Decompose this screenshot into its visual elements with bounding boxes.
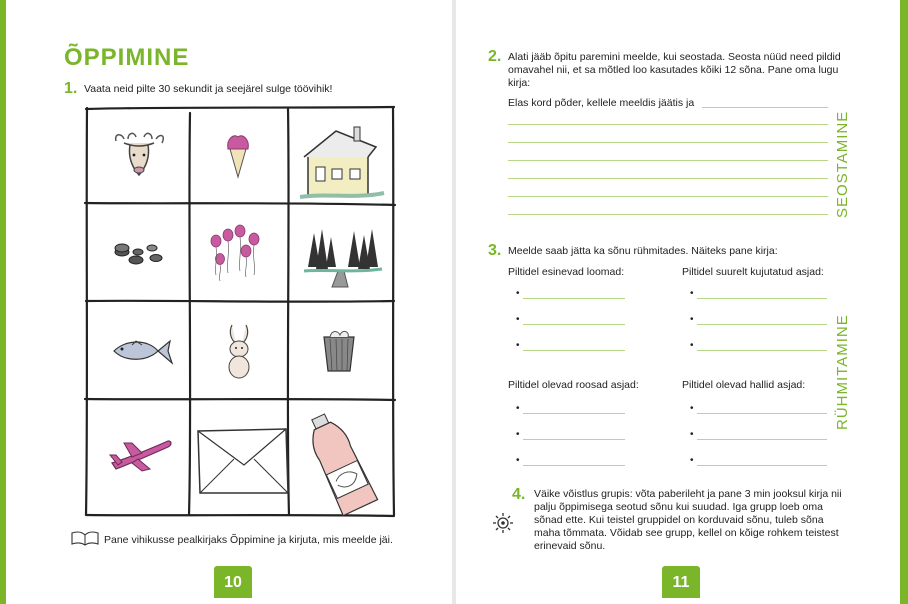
task-4-text-3: sõnad ette. Kui teistel gruppidel on korduvaid sõnu, tuleb sõna xyxy=(534,514,824,526)
task-4-number: 4. xyxy=(512,486,526,503)
task-3-number: 3. xyxy=(488,242,502,259)
bullet: • xyxy=(690,429,694,440)
story-line-6[interactable] xyxy=(508,214,828,215)
task-2-text-1: Alati jääb õpitu paremini meelde, kui seostada. Seosta nüüd need pildid xyxy=(508,51,841,63)
forest-icon xyxy=(304,229,382,287)
page-number-right: 11 xyxy=(662,566,700,598)
bullet: • xyxy=(516,288,520,299)
story-line-0[interactable] xyxy=(702,107,828,108)
bullet: • xyxy=(690,403,694,414)
group-gray-label: Piltidel olevad hallid asjad: xyxy=(682,379,806,391)
story-line-5[interactable] xyxy=(508,196,828,197)
task-2-text-2: omavahel nii, et sa mõtled loo kasutades kõiki 12 sõna. Pane oma lugu xyxy=(508,64,839,76)
group-large-things-label: Piltidel suurelt kujutatud asjad: xyxy=(682,266,824,278)
group-animals-label: Piltidel esinevad loomad: xyxy=(508,266,625,278)
bullet: • xyxy=(516,429,520,440)
answer-line[interactable] xyxy=(523,298,625,299)
answer-line[interactable] xyxy=(697,324,827,325)
task-2-number: 2. xyxy=(488,48,502,65)
coins-icon xyxy=(115,244,162,264)
page-number-left: 10 xyxy=(214,566,252,598)
house-icon xyxy=(300,127,384,197)
bullet: • xyxy=(516,455,520,466)
page-title: ÕPPIMINE xyxy=(64,44,190,71)
bullet: • xyxy=(690,288,694,299)
task-4-text-4: maha tõmmata. Võidab see grupp, kellel on kõige rohkem teistest xyxy=(534,527,839,539)
answer-line[interactable] xyxy=(697,439,827,440)
answer-line[interactable] xyxy=(523,350,625,351)
bunny-icon xyxy=(229,325,249,378)
answer-line[interactable] xyxy=(523,439,625,440)
bullet: • xyxy=(690,455,694,466)
bullet: • xyxy=(690,340,694,351)
answer-line[interactable] xyxy=(697,298,827,299)
side-label-ruhmitamine: RÜHMITAMINE xyxy=(834,314,851,430)
answer-line[interactable] xyxy=(697,413,827,414)
picture-grid xyxy=(84,105,396,518)
answer-line[interactable] xyxy=(697,350,827,351)
task-1-text: Vaata neid pilte 30 sekundit ja seejärel sulge töövihik! xyxy=(84,83,333,95)
task-4-text-5: erinevaid sõnu. xyxy=(534,540,606,552)
group-activity-icon xyxy=(492,512,514,534)
task-4-text-2: palju õppimisega seotud sõnu kui suudad. Iga grupp loeb oma xyxy=(534,501,823,513)
envelope-icon xyxy=(198,429,288,493)
story-line-2[interactable] xyxy=(508,142,828,143)
ice-cream-icon xyxy=(228,136,249,177)
story-line-4[interactable] xyxy=(508,178,828,179)
right-page xyxy=(456,0,908,604)
balloons-icon xyxy=(211,225,259,281)
fish-icon xyxy=(114,341,172,363)
left-page xyxy=(0,0,452,604)
task-3-text: Meelde saab jätta ka sõnu rühmitades. Näiteks pane kirja: xyxy=(508,245,778,257)
bullet: • xyxy=(690,314,694,325)
task-2-text-3: kirja: xyxy=(508,77,531,89)
open-book-icon xyxy=(70,530,100,546)
answer-line[interactable] xyxy=(523,324,625,325)
wastebasket-icon xyxy=(324,331,354,371)
bullet: • xyxy=(516,314,520,325)
group-pink-label: Piltidel olevad roosad asjad: xyxy=(508,379,639,391)
task-4-text-1: Väike võistlus grupis: võta paberileht ja pane 3 min jooksul kirja nii xyxy=(534,488,842,500)
bottle-icon xyxy=(301,409,378,516)
answer-line[interactable] xyxy=(697,465,827,466)
story-line-1[interactable] xyxy=(508,124,828,125)
side-label-seostamine: SEOSTAMINE xyxy=(834,110,851,218)
airplane-icon xyxy=(110,441,171,471)
footer-instruction: Pane vihikusse pealkirjaks Õppimine ja kirjuta, mis meelde jäi. xyxy=(104,534,393,546)
story-line-3[interactable] xyxy=(508,160,828,161)
story-start: Elas kord põder, kellele meeldis jäätis ja xyxy=(508,97,695,109)
answer-line[interactable] xyxy=(523,413,625,414)
answer-line[interactable] xyxy=(523,465,625,466)
moose-icon xyxy=(116,133,164,175)
bullet: • xyxy=(516,340,520,351)
bullet: • xyxy=(516,403,520,414)
task-1-number: 1. xyxy=(64,80,78,97)
